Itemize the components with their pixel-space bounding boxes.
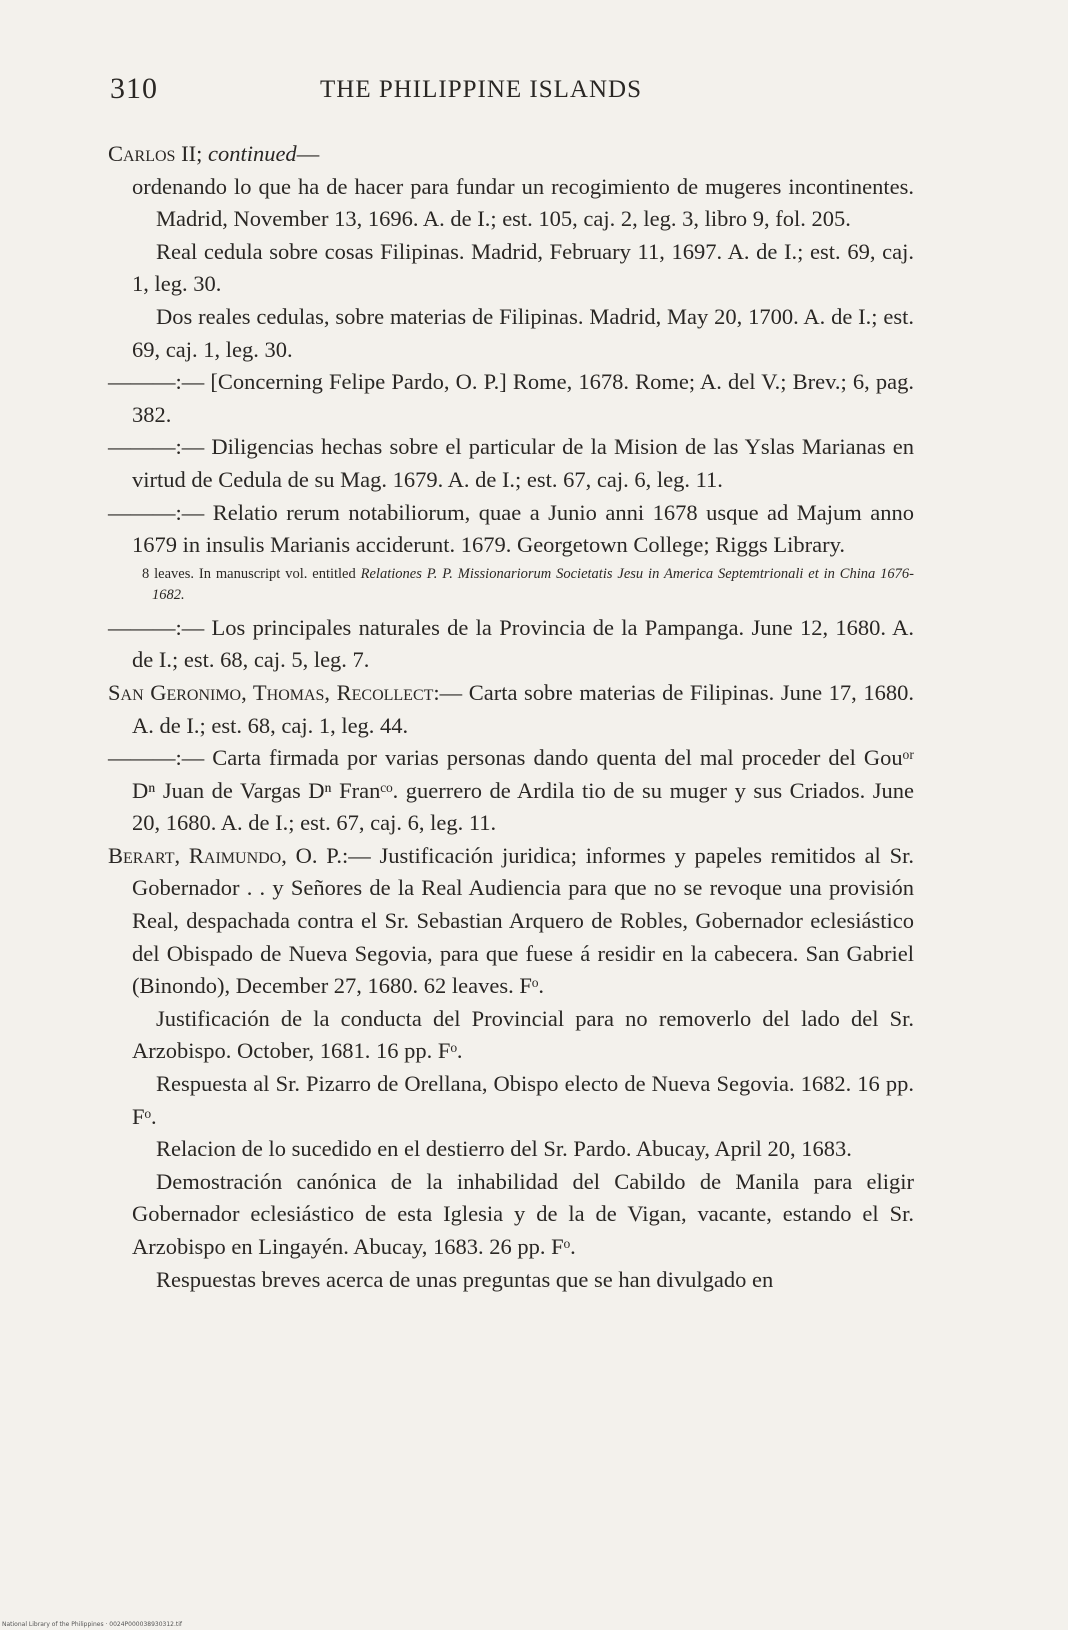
paragraph: ———:— Los principales naturales de la Provincia de la Pampanga. June 12, 1680. A. de I.; est. 68, caj. 5, leg. 7. [108, 614, 914, 673]
entry-carlos-ii-heading [108, 138, 914, 171]
paragraph: Relacion de lo sucedido en el destierro del Sr. Pardo. Abucay, April 20, 1683. [156, 1136, 852, 1162]
entry-berart [108, 840, 914, 1003]
continued-label: continued [207, 141, 297, 166]
entry-author: Berart, Raimundo, O. P. [108, 842, 342, 868]
running-title: THE PHILIPPINE ISLANDS [320, 76, 642, 103]
paragraph: Justificación de la conducta del Provincial para no removerlo del lado del Sr. Arzobispo. October, 1681. 16 pp. Fᵒ. [132, 1005, 914, 1064]
paragraph: ———:— Carta firmada por varias personas dando quenta del mal proceder del Gouᵒʳ Dⁿ Juan de Vargas Dⁿ Franᶜᵒ. guerrero de Ardila tio de su muger y sus Criados. June 20, 1680. A. de I.; est. 67, caj. 6, leg. 11. [108, 745, 914, 836]
paragraph: Real cedula sobre cosas Filipinas. Madrid, February 11, 1697. A. de I.; est. 69, caj. 1, leg. 30. [132, 238, 914, 297]
footnote-title: Relationes P. P. Missionariorum Societatis Jesu in America Septemtrionali et in China 1676-1682. [152, 565, 914, 603]
entry-text: :— Justificación juridica; informes y papeles remitidos al Sr. Gobernador . . y Señores de la Real Audiencia para que no se revoque una provisión Real, despachada contra el Sr. Sebastian Arquero de Robles, Gobernador eclesiástico del Obispado de Nueva Segovia, para que fuese á residir en la cabecera. San Gabriel (Binondo), December 27, 1680. 62 leaves. Fᵒ. [132, 842, 914, 999]
entry-author: San Geronimo, Thomas, Recollect [108, 679, 434, 705]
entry-san-geronimo [108, 677, 914, 742]
paragraph: ordenando lo que ha de hacer para fundar un recogimiento de mugeres incontinentes. Madrid, November 13, 1696. A. de I.; est. 105, caj. 2, leg. 3, libro 9, fol. 205. [132, 173, 914, 232]
paragraph: Respuesta al Sr. Pizarro de Orellana, Obispo electo de Nueva Segovia. 1682. 16 pp. Fᵒ. [132, 1071, 914, 1129]
paragraph: Demostración canónica de la inhabilidad del Cabildo de Manila para eligir Gobernador eclesiástico de esta Iglesia y de la de Vigan, vacante, estando el Sr. Arzobispo en Lingayén. Abucay, 1683. 26 pp. Fᵒ. [132, 1168, 914, 1259]
paragraph: ———:— [Concerning Felipe Pardo, O. P.] Rome, 1678. Rome; A. del V.; Brev.; 6, pag. 382. [108, 369, 914, 427]
footnote-text: 8 leaves. In manuscript vol. entitled [142, 565, 361, 582]
paragraph: ———:— Relatio rerum notabiliorum, quae a Junio anni 1678 usque ad Majum anno 1679 in insulis Marianis acciderunt. 1679. Georgetown College; Riggs Library. [108, 499, 914, 558]
page-number: 310 [110, 72, 158, 105]
em-dash: — [296, 141, 320, 166]
entry-author: Carlos II; [108, 141, 203, 166]
paragraph: Dos reales cedulas, sobre materias de Filipinas. Madrid, May 20, 1700. A. de I.; est. 69, caj. 1, leg. 30. [132, 303, 914, 362]
page-body [108, 138, 914, 1296]
page-header [110, 72, 910, 112]
footnote [108, 564, 914, 606]
paragraph: ———:— Diligencias hechas sobre el particular de la Mision de las Yslas Marianas en virtud de Cedula de su Mag. 1679. A. de I.; est. 67, caj. 6, leg. 11. [108, 434, 914, 492]
entry-text: :— Carta sobre materias de Filipinas. June 17, 1680. A. de I.; est. 68, caj. 1, leg. 44. [132, 679, 915, 738]
scan-source-line: National Library of the Philippines · 0024P000038930312.tif [2, 1621, 183, 1628]
paragraph: Respuestas breves acerca de unas preguntas que se han divulgado en [156, 1266, 774, 1292]
